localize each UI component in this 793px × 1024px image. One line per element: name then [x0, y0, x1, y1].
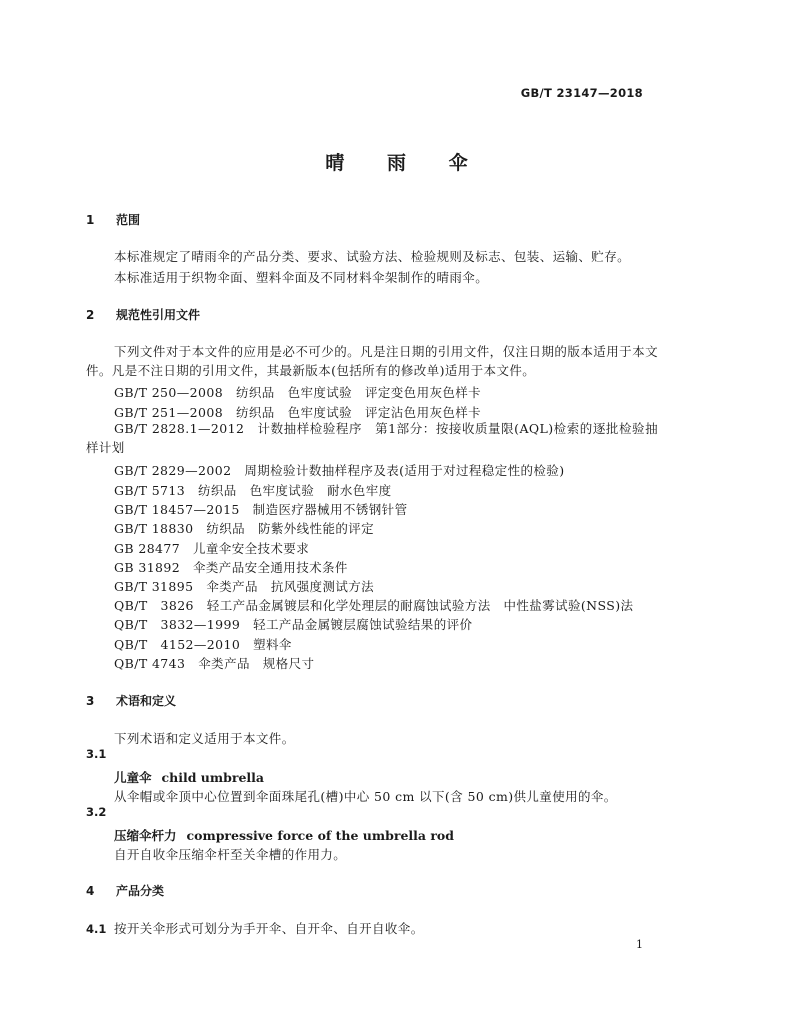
- section-number: 2: [86, 308, 95, 322]
- intro-paragraph: 下列文件对于本文件的应用是必不可少的。凡是注日期的引用文件，仅注日期的版本适用于本文件。凡是不注日期的引用文件，其最新版本(包括所有的修改单)适用于本文件。: [86, 344, 658, 378]
- intro-paragraph: 下列术语和定义适用于本文件。: [114, 731, 295, 746]
- standard-code-header: GB/T 23147—2018: [520, 86, 643, 100]
- term-chinese: 儿童伞: [114, 770, 152, 785]
- subclause-text: 按开关伞形式可划分为手开伞、自开伞、自开自收伞。: [114, 921, 424, 936]
- reference-item: GB 31892 伞类产品安全通用技术条件: [114, 560, 348, 575]
- page-number: 1: [636, 938, 643, 951]
- paragraph: 本标准规定了晴雨伞的产品分类、要求、试验方法、检验规则及标志、包装、运输、贮存。: [114, 249, 631, 264]
- term-entry: [114, 826, 454, 844]
- section-3-heading: [86, 692, 176, 709]
- section-number: 1: [86, 213, 95, 227]
- reference-item: QB/T 4743 伞类产品 规格尺寸: [114, 656, 315, 671]
- section-number: 3: [86, 694, 95, 708]
- reference-item: GB 28477 儿童伞安全技术要求: [114, 541, 310, 556]
- reference-item: QB/T 3826 轻工产品金属镀层和化学处理层的耐腐蚀试验方法 中性盐雾试验(NSS)法: [114, 598, 634, 613]
- reference-item: GB/T 18830 纺织品 防紫外线性能的评定: [114, 521, 375, 536]
- term-english: child umbrella: [161, 770, 264, 785]
- term-number: 3.2: [86, 805, 107, 819]
- reference-item: GB/T 18457—2015 制造医疗器械用不锈钢针管: [114, 502, 408, 517]
- reference-item: GB/T 5713 纺织品 色牢度试验 耐水色牢度: [114, 483, 392, 498]
- section-title: 规范性引用文件: [116, 308, 201, 322]
- subclause-number: 4.1: [86, 922, 107, 936]
- reference-item: QB/T 4152—2010 塑料伞: [114, 637, 292, 652]
- reference-item: GB/T 251—2008 纺织品 色牢度试验 评定沾色用灰色样卡: [114, 405, 482, 420]
- reference-item: QB/T 3832—1999 轻工产品金属镀层腐蚀试验结果的评价: [114, 617, 473, 632]
- term-definition: 从伞帽或伞顶中心位置到伞面珠尾孔(槽)中心 50 cm 以下(含 50 cm)供儿童使用的伞。: [114, 789, 617, 804]
- document-title: 晴 雨 伞: [325, 152, 486, 174]
- reference-item: GB/T 31895 伞类产品 抗风强度测试方法: [114, 579, 375, 594]
- term-entry: [114, 768, 264, 786]
- section-title: 范围: [116, 213, 141, 227]
- term-english: compressive force of the umbrella rod: [186, 828, 455, 843]
- term-number: 3.1: [86, 747, 107, 761]
- section-1-heading: [86, 211, 140, 228]
- section-title: 术语和定义: [116, 694, 177, 708]
- section-title: 产品分类: [116, 884, 165, 898]
- term-definition: 自开自收伞压缩伞杆至关伞槽的作用力。: [114, 847, 347, 862]
- section-number: 4: [86, 884, 95, 898]
- reference-item: GB/T 2828.1—2012 计数抽样检验程序 第1部分：按接收质量限(AQL)检索的逐批检验抽样计划: [86, 421, 658, 455]
- term-chinese: 压缩伞杆力: [114, 828, 177, 843]
- section-4-heading: [86, 882, 164, 899]
- reference-item: GB/T 2829—2002 周期检验计数抽样程序及表(适用于对过程稳定性的检验): [114, 463, 565, 478]
- section-2-heading: [86, 306, 200, 323]
- paragraph: 本标准适用于织物伞面、塑料伞面及不同材料伞架制作的晴雨伞。: [114, 270, 489, 285]
- subclause-4-1: [86, 919, 424, 937]
- reference-item: GB/T 250—2008 纺织品 色牢度试验 评定变色用灰色样卡: [114, 385, 482, 400]
